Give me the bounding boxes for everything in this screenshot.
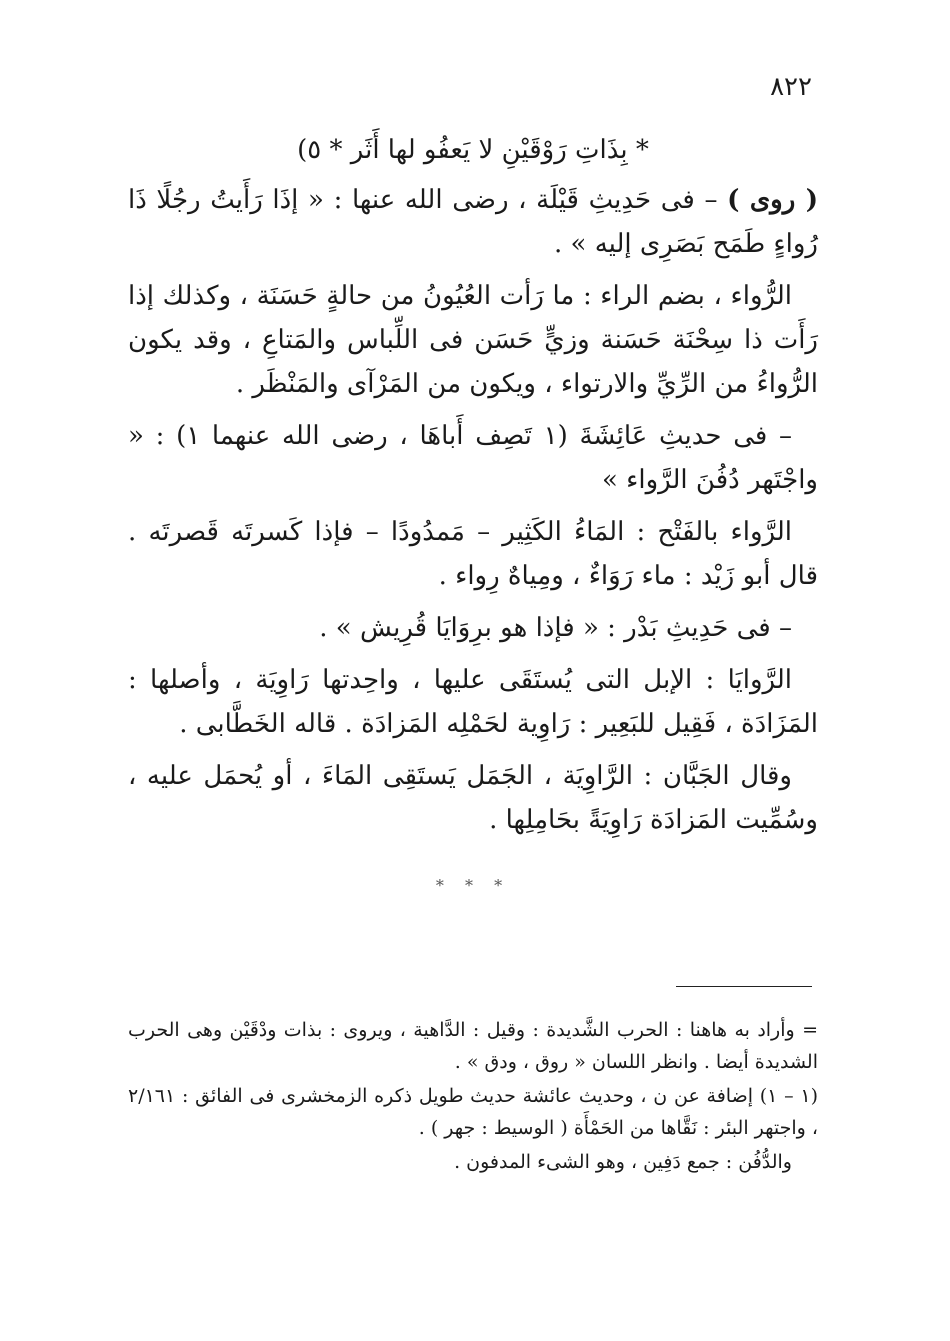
entry-heading: ( روى ) (727, 185, 818, 215)
paragraph-ruwa-definition: الرُّواء ، بضم الراء : ما رَأت العُيُونُ من حالةٍ حَسَنَة ، وكذلك إذا رَأَت ذا سِحْنَة حَسَنة وزيٍّ حَسَن فى اللِّباس والمَتاعِ ، وقد يكون الرُّواءُ من الرِّيِّ والارتواء ، ويكون من المَرْآى والمَنْظَر . (128, 281, 818, 399)
paragraph-jabban-quote: وقال الجَبَّان : الرَّاوِيَة ، الجَمَل يَستَقِى المَاءَ ، أو يُحمَل عليه ، وسُمِّيت المَزادَة رَاوِيَةً بحَامِلِها . (128, 761, 818, 835)
paragraph-rawaya-definition: الرَّوايَا : الإبل التى يُستَقَى عليها ، واحِدتها رَاوِيَة ، وأصلها : المَزَادَة ، فَقِيل للبَعِير : رَاوِية لحَمْلِه المَزادَة . قاله الخَطَّابى . (128, 665, 818, 739)
verse-line: * بِذَاتِ رَوْقَيْنِ لا يَعفُو لها أَثَر * ٥) (297, 135, 649, 165)
footnote: (١ – ١) إضافة عن ن ، وحديث عائشة حديث طويل ذكره الزمخشرى فى الفائق : ٢/١٦١ ، واجتهر البئر : نَقَّاها من الحَمْأَة ( الوسيط : جهر ) . (128, 1085, 818, 1139)
section-separator: * * * (435, 876, 511, 895)
main-text (128, 128, 818, 916)
entry-text: – فى حَدِيثِ قَيْلَة ، رضى الله عنها : « إذَا رَأَيتُ رجُلًا ذَا رُواءٍ طَمَح بَصَرِى إليه » . (128, 185, 818, 259)
page-number: ٨٢٢ (770, 72, 812, 102)
footnote: = وأراد به هاهنا : الحرب الشَّديدة : وقيل : الدَّاهية ، ويروى : بذات ودْقَيْن وهى الحرب الشديدة أيضا . وانظر اللسان « روق ، ودق » . (128, 1019, 818, 1073)
paragraph-aisha-hadith: – فى حديثِ عَائِشَةَ (١ تَصِف أَباهَا ، رضى الله عنهما ١) : « واجْتَهر دُفُنَ الرَّواء » (128, 421, 818, 495)
footnote: والدُّفُن : جمع دَفِين ، وهو الشىء المدفون . (454, 1151, 792, 1173)
paragraph-rawa-definition: الرَّواء بالفَتْح : المَاءُ الكَثِير – مَمدُودًا – فإذا كَسرتَه قَصرتَه . قال أبو زَيْد : ماء رَوَاءٌ ، ومِياهٌ رِواء . (128, 517, 818, 591)
paragraph-badr-hadith: – فى حَدِيثِ بَدْر : « فإذا هو برِوَايَا قُرِيش » . (319, 613, 792, 643)
footnote-divider (676, 986, 812, 987)
entry-paragraph (128, 178, 818, 266)
footnotes (128, 1014, 818, 1180)
